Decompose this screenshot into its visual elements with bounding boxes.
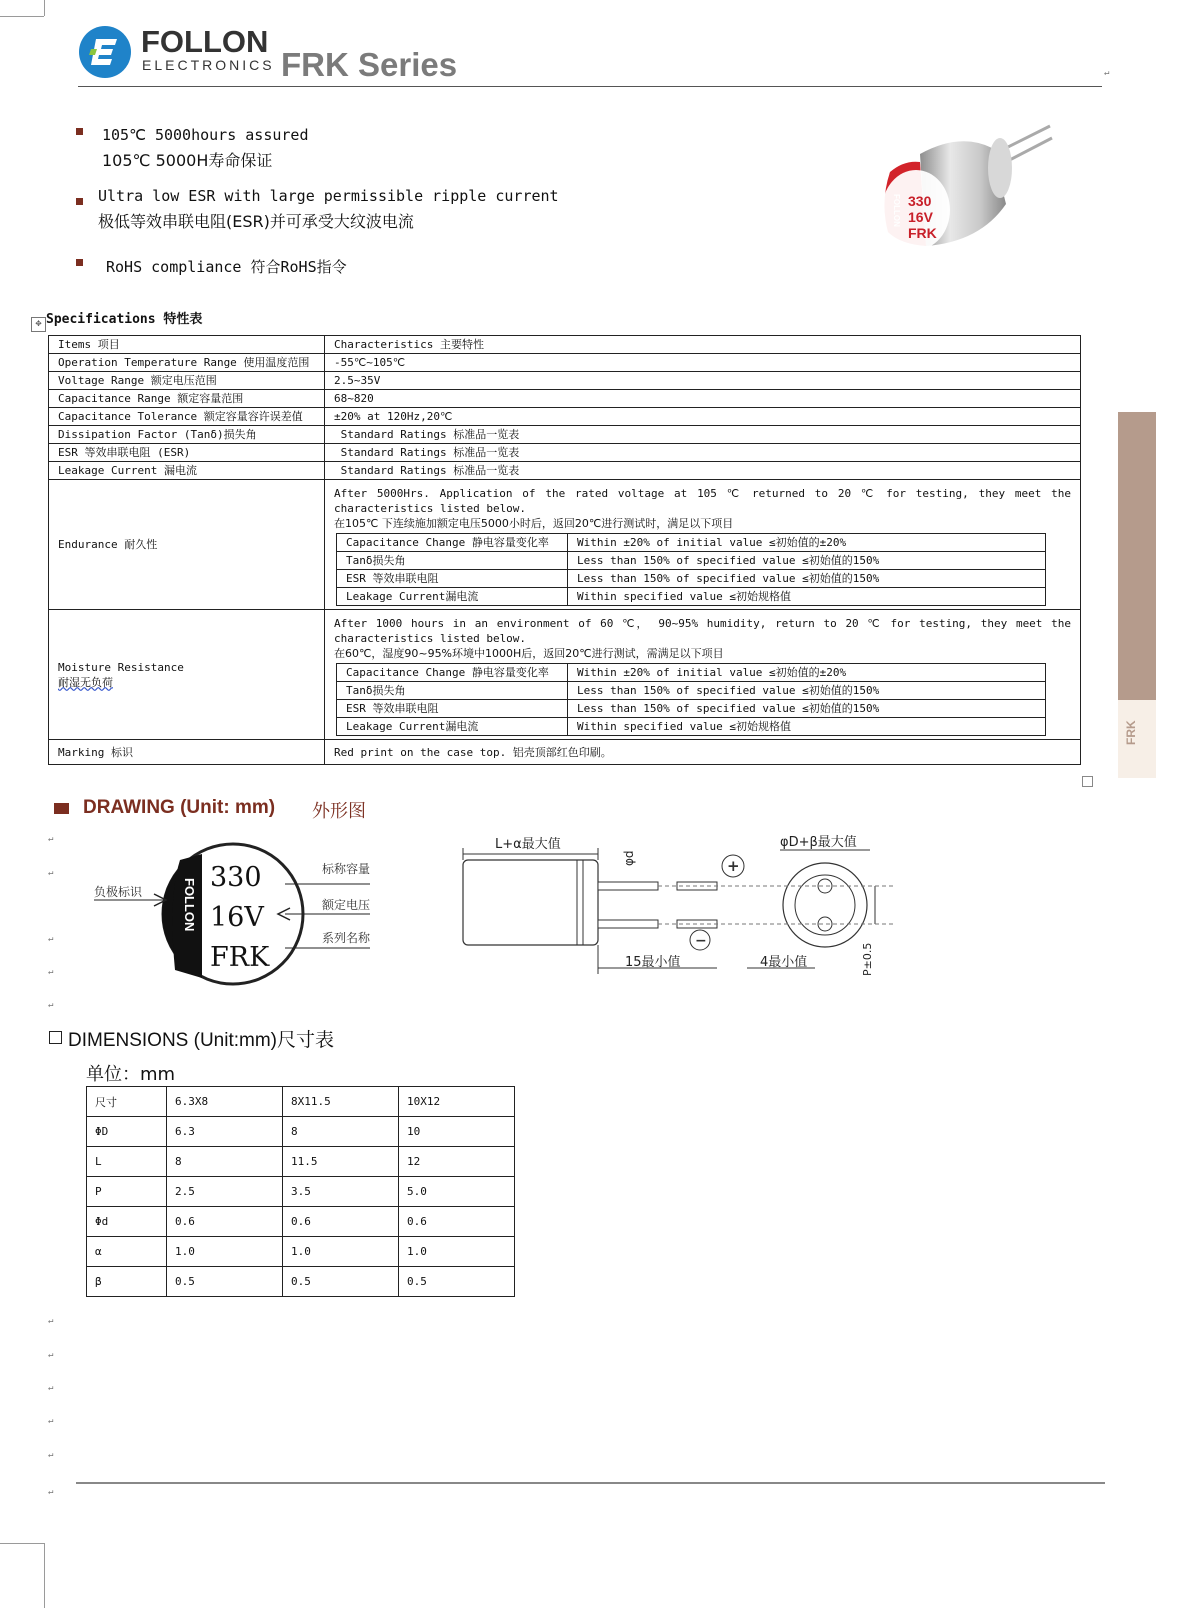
dim-value: 10: [399, 1117, 515, 1147]
endurance-label: Endurance 耐久性: [49, 480, 325, 610]
spec-item: ESR 等效串联电阻 (ESR): [49, 444, 325, 462]
sub-value: Within specified value ≤初始规格值: [568, 588, 1046, 606]
side-tab-label: FRK: [1124, 720, 1138, 745]
feature-2-en: Ultra low ESR with large permissible ripple current: [98, 187, 559, 205]
svg-text:P±0.5: P±0.5: [861, 942, 874, 976]
series-title: FRK Series: [281, 46, 458, 83]
dim-value: 11.5: [283, 1147, 399, 1177]
specifications-table: [48, 335, 1081, 765]
svg-text:330: 330: [210, 862, 262, 893]
dim-value: 0.5: [167, 1267, 283, 1297]
sub-value: Within ±20% of initial value ≤初始值的±20%: [568, 534, 1046, 552]
table-row: [337, 718, 1046, 736]
sub-value: Within ±20% of initial value ≤初始值的±20%: [568, 664, 1046, 682]
paragraph-mark: ↵: [1104, 68, 1110, 78]
svg-text:φD+β最大值: φD+β最大值: [780, 835, 857, 850]
spec-item: Capacitance Range 额定容量范围: [49, 390, 325, 408]
sub-value: Less than 150% of specified value ≤初始值的150%: [568, 552, 1046, 570]
dim-value: 12: [399, 1147, 515, 1177]
table-row: [337, 664, 1046, 682]
paragraph-mark: ↵: [48, 1316, 54, 1326]
table-row: [87, 1237, 515, 1267]
header-items: Items 项目: [49, 336, 325, 354]
paragraph-mark: ↵: [48, 834, 54, 844]
sub-value: Less than 150% of specified value ≤初始值的150%: [568, 700, 1046, 718]
dim-value: 1.0: [399, 1237, 515, 1267]
dim-value: 0.6: [283, 1207, 399, 1237]
svg-text:330: 330: [908, 193, 932, 209]
spec-title: Specifications 特性表: [46, 312, 203, 327]
endurance-details: [325, 480, 1081, 610]
dim-value: 0.6: [399, 1207, 515, 1237]
svg-text:L+α最大值: L+α最大值: [495, 837, 561, 852]
svg-text:FOLLON: FOLLON: [892, 194, 901, 227]
table-row: [337, 588, 1046, 606]
table-resize-handle[interactable]: [1082, 776, 1093, 787]
paragraph-mark: ↵: [48, 1416, 54, 1426]
feature-2-cn: 极低等效串联电阻(ESR)并可承受大纹波电流: [98, 212, 414, 231]
sub-value: Within specified value ≤初始规格值: [568, 718, 1046, 736]
dim-label: β: [87, 1267, 167, 1297]
moisture-desc-1: After 1000 hours in an environment of 60 ℃， 90~95% humidity, return to 20 ℃ for testing, they meet the: [334, 617, 1071, 630]
sub-value: Less than 150% of specified value ≤初始值的150%: [568, 570, 1046, 588]
sub-item: Leakage Current漏电流: [337, 718, 568, 736]
svg-text:−: −: [695, 933, 707, 949]
dim-value: 0.5: [283, 1267, 399, 1297]
moisture-desc-cn: 在60℃，湿度90~95%环境中1000H后，返回20℃进行测试，需满足以下项目: [334, 647, 724, 660]
dimensions-table: [86, 1086, 515, 1297]
svg-text:φd: φd: [622, 850, 636, 866]
table-row: [87, 1147, 515, 1177]
dim-value: 6.3: [167, 1117, 283, 1147]
brand-subtitle: ELECTRONICS: [142, 57, 275, 73]
spec-item: Dissipation Factor (Tanδ)损失角: [49, 426, 325, 444]
table-row: [49, 426, 1081, 444]
dim-label: Φd: [87, 1207, 167, 1237]
sub-item: Tanδ损失角: [337, 552, 568, 570]
table-row: [337, 534, 1046, 552]
header-rule-left: [78, 86, 280, 87]
spec-value: 2.5~35V: [325, 372, 1081, 390]
section-marker-icon: [54, 803, 69, 814]
paragraph-mark: ↵: [48, 1487, 54, 1497]
feature-1-cn: 105℃ 5000H寿命保证: [102, 151, 273, 170]
table-row: [87, 1207, 515, 1237]
table-row: [337, 570, 1046, 588]
svg-text:系列名称: 系列名称: [322, 931, 371, 945]
table-row: [49, 740, 1081, 765]
endurance-row: [49, 480, 1081, 610]
dimensions-title: DIMENSIONS (Unit:mm)尺寸表: [68, 1030, 335, 1051]
table-move-handle-icon[interactable]: ✥: [31, 317, 46, 332]
endurance-desc-1: After 5000Hrs. Application of the rated voltage at 105 ℃ returned to 20 ℃ for testing, they meet the: [334, 487, 1071, 500]
dimension-diagram: [455, 830, 900, 980]
table-row: [87, 1117, 515, 1147]
spec-item: Leakage Current 漏电流: [49, 462, 325, 480]
svg-text:标称容量: 标称容量: [322, 862, 371, 876]
table-row: [49, 372, 1081, 390]
side-tab-bar: [1118, 412, 1156, 700]
header-rule: [280, 86, 1102, 87]
col-header: 6.3X8: [167, 1087, 283, 1117]
bullet-icon: [76, 128, 83, 135]
paragraph-mark: ↵: [48, 1383, 54, 1393]
paragraph-mark: ↵: [48, 967, 54, 977]
spec-item: Operation Temperature Range 使用温度范围: [49, 354, 325, 372]
bullet-icon: [76, 198, 83, 205]
spec-item: Capacitance Tolerance 额定容量容许误差值: [49, 408, 325, 426]
unit-label: 单位：mm: [86, 1064, 176, 1085]
spec-value: 68~820: [325, 390, 1081, 408]
dim-value: 8: [283, 1117, 399, 1147]
endurance-desc-cn: 在105℃ 下连续施加额定电压5000小时后，返回20℃进行测试时，满足以下项目: [334, 517, 734, 530]
spec-value: Standard Ratings 标准品一览表: [325, 462, 1081, 480]
spec-value: ±20% at 120Hz,20℃: [325, 408, 1081, 426]
table-row: [337, 682, 1046, 700]
svg-text:16V: 16V: [908, 209, 933, 225]
spec-value: Standard Ratings 标准品一览表: [325, 444, 1081, 462]
moisture-desc-2: characteristics listed below.: [334, 632, 527, 645]
spec-item: Voltage Range 额定电压范围: [49, 372, 325, 390]
brand-logo-icon: [79, 26, 131, 78]
dim-label: ΦD: [87, 1117, 167, 1147]
drawing-title: DRAWING (Unit: mm): [83, 797, 276, 818]
dim-value: 3.5: [283, 1177, 399, 1207]
svg-text:16V: 16V: [210, 902, 264, 933]
dim-value: 2.5: [167, 1177, 283, 1207]
feature-3: RoHS compliance 符合RoHS指令: [106, 258, 347, 276]
table-row: [49, 408, 1081, 426]
spec-value: Standard Ratings 标准品一览表: [325, 426, 1081, 444]
sub-item: Leakage Current漏电流: [337, 588, 568, 606]
table-row: [337, 552, 1046, 570]
svg-text:FOLLON: FOLLON: [182, 878, 197, 932]
table-row: [337, 700, 1046, 718]
paragraph-mark: ↵: [48, 1000, 54, 1010]
table-row: [87, 1267, 515, 1297]
col-header: 尺寸: [87, 1087, 167, 1117]
svg-text:额定电压: 额定电压: [322, 898, 371, 912]
table-row: [87, 1177, 515, 1207]
footer-rule: [76, 1482, 1105, 1484]
marking-value: Red print on the case top. 铝壳顶部红色印刷。: [325, 740, 1081, 765]
col-header: 10X12: [399, 1087, 515, 1117]
sub-item: Tanδ损失角: [337, 682, 568, 700]
dim-value: 0.5: [399, 1267, 515, 1297]
sub-item: ESR 等效串联电阻: [337, 570, 568, 588]
moisture-label-cn: 耐湿无负荷: [58, 675, 113, 689]
table-row: [49, 462, 1081, 480]
sub-item: Capacitance Change 静电容量变化率: [337, 534, 568, 552]
table-header-row: [49, 336, 1081, 354]
marking-diagram: [90, 838, 390, 998]
capacitor-product-image: [880, 122, 1055, 257]
header-characteristics: Characteristics 主要特性: [325, 336, 1081, 354]
paragraph-mark: ↵: [48, 934, 54, 944]
dim-value: 0.6: [167, 1207, 283, 1237]
dim-label: P: [87, 1177, 167, 1207]
svg-text:负极标识: 负极标识: [94, 885, 143, 899]
dim-value: 1.0: [283, 1237, 399, 1267]
bullet-icon: [76, 259, 83, 266]
spec-value: -55℃~105℃: [325, 354, 1081, 372]
drawing-title-cn: 外形图: [312, 801, 366, 822]
marking-label: Marking 标识: [49, 740, 325, 765]
sub-item: Capacitance Change 静电容量变化率: [337, 664, 568, 682]
sub-item: ESR 等效串联电阻: [337, 700, 568, 718]
svg-text:15最小值: 15最小值: [625, 955, 681, 970]
sub-value: Less than 150% of specified value ≤初始值的150%: [568, 682, 1046, 700]
moisture-details: [325, 610, 1081, 740]
svg-text:+: +: [727, 857, 740, 875]
moisture-label-en: Moisture Resistance: [58, 660, 184, 674]
table-row: [49, 390, 1081, 408]
checkbox-icon: [49, 1031, 62, 1044]
table-header-row: [87, 1087, 515, 1117]
brand-name: FOLLON: [141, 24, 269, 59]
svg-text:4最小值: 4最小值: [760, 955, 808, 970]
paragraph-mark: ↵: [48, 1450, 54, 1460]
table-row: [49, 444, 1081, 462]
paragraph-mark: ↵: [48, 868, 54, 878]
dim-value: 1.0: [167, 1237, 283, 1267]
paragraph-mark: ↵: [48, 1350, 54, 1360]
table-row: [49, 354, 1081, 372]
dim-value: 8: [167, 1147, 283, 1177]
moisture-subtable: [336, 663, 1046, 736]
col-header: 8X11.5: [283, 1087, 399, 1117]
dim-label: L: [87, 1147, 167, 1177]
dim-value: 5.0: [399, 1177, 515, 1207]
moisture-label: [49, 610, 325, 740]
svg-text:FRK: FRK: [210, 942, 270, 973]
feature-1-en: 105℃ 5000hours assured: [102, 126, 309, 144]
moisture-row: [49, 610, 1081, 740]
dim-label: α: [87, 1237, 167, 1267]
endurance-desc-2: characteristics listed below.: [334, 502, 527, 515]
svg-text:FRK: FRK: [908, 225, 937, 241]
endurance-subtable: [336, 533, 1046, 606]
